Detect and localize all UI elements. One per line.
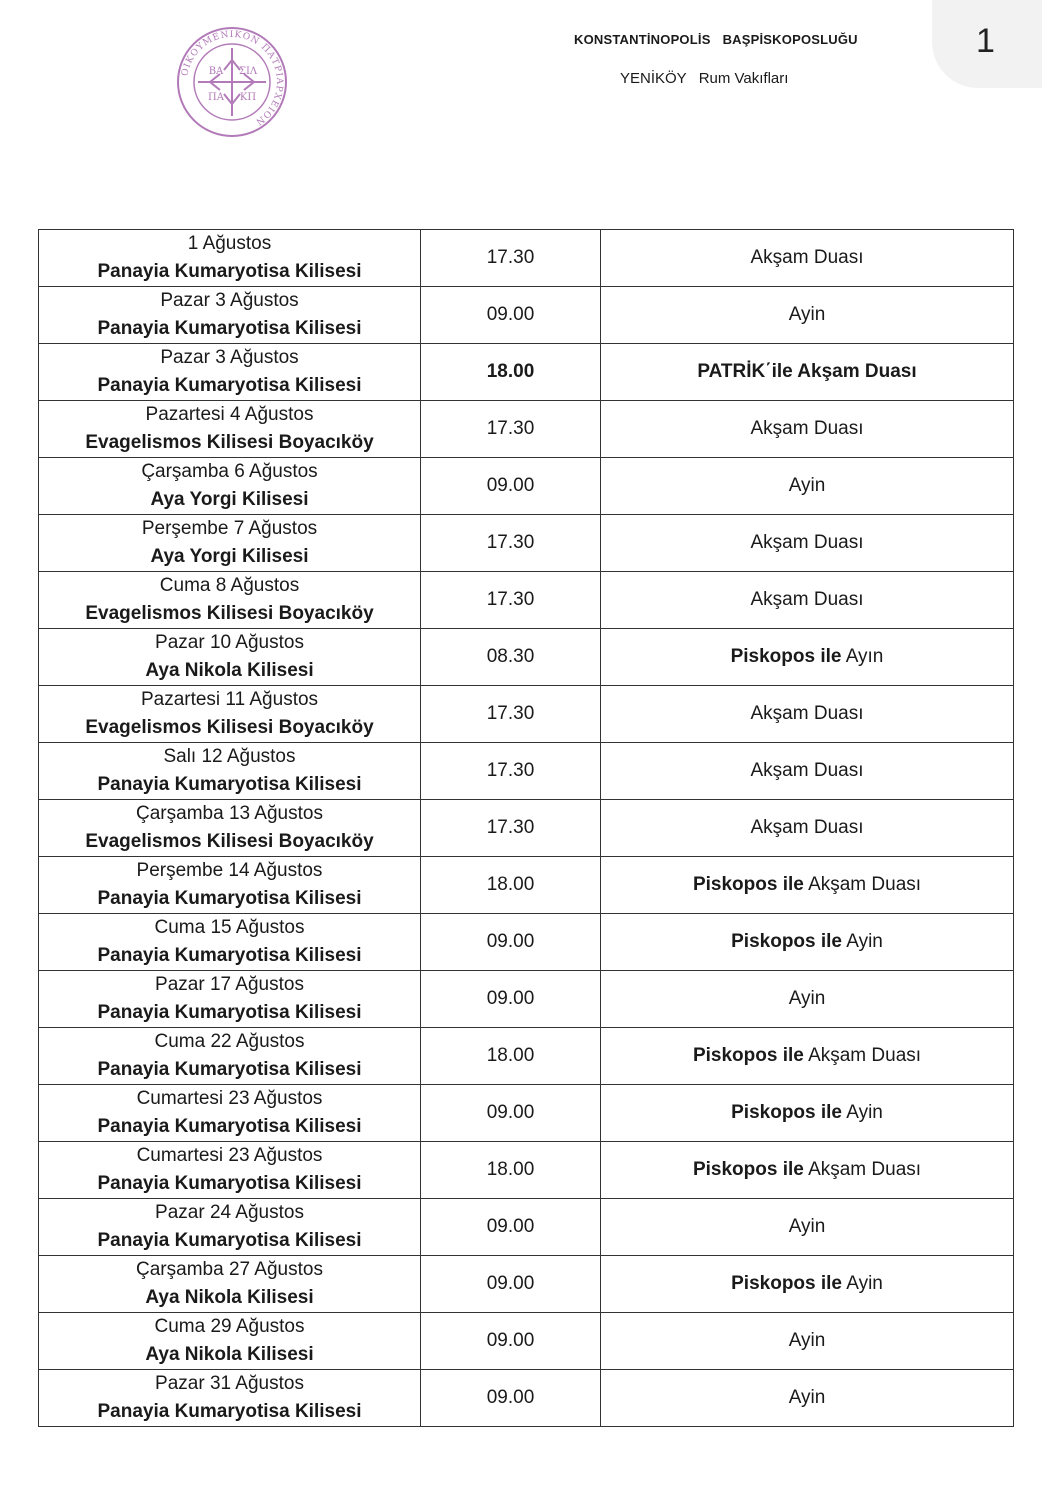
table-row xyxy=(39,1085,1014,1142)
service-officiant: Piskopos ile xyxy=(731,1102,842,1123)
service-time: 09.00 xyxy=(486,1330,535,1351)
church-name: Panayia Kumaryotisa Kilisesi xyxy=(97,261,362,282)
church-name: Evagelismos Kilisesi Boyacıköy xyxy=(85,831,374,852)
service-officiant: Piskopos ile xyxy=(692,874,804,895)
church-name: Panayia Kumaryotisa Kilisesi xyxy=(97,1401,362,1422)
date-cell xyxy=(39,1085,421,1142)
date-cell xyxy=(39,230,421,287)
service-cell xyxy=(601,344,1014,401)
service-time: 09.00 xyxy=(486,988,535,1009)
table-row xyxy=(39,971,1014,1028)
service-time: 17.30 xyxy=(486,247,535,268)
table-row xyxy=(39,800,1014,857)
service-cell xyxy=(601,686,1014,743)
service-cell xyxy=(601,1313,1014,1370)
service-cell xyxy=(601,971,1014,1028)
service-type: Akşam Duası xyxy=(808,874,922,895)
service-type: Akşam Duası xyxy=(808,1045,922,1066)
service-type: Ayin xyxy=(788,1387,826,1408)
church-name: Evagelismos Kilisesi Boyacıköy xyxy=(85,603,374,624)
church-name: Panayia Kumaryotisa Kilisesi xyxy=(97,774,362,795)
service-type: Ayin xyxy=(846,931,883,952)
service-time: 17.30 xyxy=(486,532,535,553)
service-date: 1 Ağustos xyxy=(187,233,272,254)
service-date: Çarşamba 6 Ağustos xyxy=(141,461,318,482)
time-cell xyxy=(421,401,601,458)
table-row xyxy=(39,914,1014,971)
date-cell xyxy=(39,686,421,743)
time-cell xyxy=(421,1028,601,1085)
service-date: Pazar 3 Ağustos xyxy=(160,347,299,368)
header-organization xyxy=(574,32,858,47)
service-type: Ayin xyxy=(788,1216,826,1237)
service-time: 18.00 xyxy=(486,1159,535,1180)
seal-ring-text: ΟΙΚΟΥΜΕΝΙΚΟΝ ΠΑΤΡΙΑΡΧΕΙΟΝ xyxy=(180,29,285,127)
service-date: Pazar 24 Ağustos xyxy=(155,1202,304,1223)
date-cell xyxy=(39,344,421,401)
service-date: Cuma 22 Ağustos xyxy=(154,1031,305,1052)
service-cell xyxy=(601,800,1014,857)
service-cell xyxy=(601,1085,1014,1142)
service-cell xyxy=(601,458,1014,515)
date-cell xyxy=(39,971,421,1028)
time-cell xyxy=(421,1085,601,1142)
service-date: Cumartesi 23 Ağustos xyxy=(136,1145,323,1166)
table-row xyxy=(39,515,1014,572)
service-cell xyxy=(601,1199,1014,1256)
service-time: 09.00 xyxy=(486,1216,535,1237)
date-cell xyxy=(39,914,421,971)
service-type: Akşam Duası xyxy=(808,1159,922,1180)
church-name: Panayia Kumaryotisa Kilisesi xyxy=(97,1116,362,1137)
service-type: Ayin xyxy=(788,304,826,325)
table-row xyxy=(39,1256,1014,1313)
service-time: 17.30 xyxy=(486,817,535,838)
service-cell xyxy=(601,629,1014,686)
church-name: Aya Nikola Kilisesi xyxy=(145,660,314,681)
service-date: Cuma 8 Ağustos xyxy=(159,575,300,596)
service-cell xyxy=(601,914,1014,971)
time-cell xyxy=(421,287,601,344)
service-time: 17.30 xyxy=(486,418,535,439)
service-date: Pazar 10 Ağustos xyxy=(155,632,304,653)
service-cell xyxy=(601,287,1014,344)
time-cell xyxy=(421,857,601,914)
church-name: Panayia Kumaryotisa Kilisesi xyxy=(97,318,362,339)
header-sub-word2: Rum Vakıfları xyxy=(698,70,789,87)
service-date: Pazar 3 Ağustos xyxy=(160,290,299,311)
church-name: Panayia Kumaryotisa Kilisesi xyxy=(97,375,362,396)
service-type: Akşam Duası xyxy=(750,589,864,610)
church-name: Panayia Kumaryotisa Kilisesi xyxy=(97,1173,362,1194)
service-type: Akşam Duası xyxy=(750,532,864,553)
service-cell xyxy=(601,1142,1014,1199)
table-row xyxy=(39,1370,1014,1427)
time-cell xyxy=(421,800,601,857)
service-date: Cuma 15 Ağustos xyxy=(154,917,305,938)
service-cell xyxy=(601,1028,1014,1085)
church-name: Aya Nikola Kilisesi xyxy=(145,1344,314,1365)
table-row xyxy=(39,572,1014,629)
service-type: Ayin xyxy=(846,1102,883,1123)
date-cell xyxy=(39,458,421,515)
time-cell xyxy=(421,1142,601,1199)
date-cell xyxy=(39,1199,421,1256)
time-cell xyxy=(421,572,601,629)
service-date: Çarşamba 13 Ağustos xyxy=(136,803,323,824)
table-row xyxy=(39,1199,1014,1256)
service-type: Ayin xyxy=(846,1273,883,1294)
table-row xyxy=(39,686,1014,743)
church-name: Panayia Kumaryotisa Kilisesi xyxy=(97,1002,362,1023)
table-row xyxy=(39,287,1014,344)
service-time: 09.00 xyxy=(486,931,535,952)
service-date: Perşembe 7 Ağustos xyxy=(141,518,318,539)
header-org-word1: KONSTANTİNOPOLİS xyxy=(574,32,711,47)
time-cell xyxy=(421,230,601,287)
church-name: Panayia Kumaryotisa Kilisesi xyxy=(97,945,362,966)
table-row xyxy=(39,857,1014,914)
seal-monogram-1: ΒΑ xyxy=(208,66,224,77)
service-officiant: Piskopos ile xyxy=(692,1159,804,1180)
church-name: Aya Nikola Kilisesi xyxy=(145,1287,314,1308)
service-time: 18.00 xyxy=(486,1045,535,1066)
patriarchate-seal-icon xyxy=(176,26,288,138)
service-time: 09.00 xyxy=(486,475,535,496)
page-number: 1 xyxy=(976,22,995,60)
date-cell xyxy=(39,857,421,914)
seal-monogram-3: ΠΑ xyxy=(208,92,224,103)
service-type: Akşam Duası xyxy=(750,418,864,439)
table-row xyxy=(39,230,1014,287)
service-officiant: Piskopos ile xyxy=(730,646,842,667)
seal-monogram-4: ΚΠ xyxy=(239,92,257,103)
time-cell xyxy=(421,1313,601,1370)
service-time: 17.30 xyxy=(486,703,535,724)
table-row xyxy=(39,344,1014,401)
service-type: Akşam Duası xyxy=(750,703,864,724)
service-time: 08.30 xyxy=(486,646,535,667)
date-cell xyxy=(39,572,421,629)
date-cell xyxy=(39,1370,421,1427)
date-cell xyxy=(39,515,421,572)
service-type: Ayın xyxy=(845,646,884,667)
service-time: 18.00 xyxy=(486,874,535,895)
service-cell xyxy=(601,572,1014,629)
service-date: Pazartesi 4 Ağustos xyxy=(145,404,314,425)
service-cell xyxy=(601,401,1014,458)
time-cell xyxy=(421,458,601,515)
service-date: Pazar 31 Ağustos xyxy=(155,1373,304,1394)
service-type: Ayin xyxy=(788,1330,826,1351)
time-cell xyxy=(421,914,601,971)
service-time: 17.30 xyxy=(486,589,535,610)
date-cell xyxy=(39,1142,421,1199)
header-subtitle xyxy=(620,70,788,87)
service-date: Pazar 17 Ağustos xyxy=(155,974,304,995)
service-officiant: PATRİK΄ile Akşam Duası xyxy=(697,361,917,382)
service-cell xyxy=(601,1370,1014,1427)
time-cell xyxy=(421,1256,601,1313)
time-cell xyxy=(421,971,601,1028)
date-cell xyxy=(39,800,421,857)
service-type: Akşam Duası xyxy=(750,760,864,781)
table-row xyxy=(39,629,1014,686)
service-officiant: Piskopos ile xyxy=(692,1045,804,1066)
church-name: Panayia Kumaryotisa Kilisesi xyxy=(97,888,362,909)
service-date: Salı 12 Ağustos xyxy=(163,746,296,767)
church-name: Evagelismos Kilisesi Boyacıköy xyxy=(85,432,374,453)
table-row xyxy=(39,401,1014,458)
service-cell xyxy=(601,230,1014,287)
service-cell xyxy=(601,1256,1014,1313)
service-type: Akşam Duası xyxy=(750,247,864,268)
service-date: Çarşamba 27 Ağustos xyxy=(136,1259,323,1280)
table-row xyxy=(39,1313,1014,1370)
seal-monogram-2: ΣΙΛ xyxy=(238,66,258,77)
date-cell xyxy=(39,1313,421,1370)
service-time: 09.00 xyxy=(486,1102,535,1123)
service-time: 17.30 xyxy=(486,760,535,781)
service-time: 09.00 xyxy=(486,1387,535,1408)
church-name: Aya Yorgi Kilisesi xyxy=(150,546,309,567)
church-name: Panayia Kumaryotisa Kilisesi xyxy=(97,1059,362,1080)
service-date: Cuma 29 Ağustos xyxy=(154,1316,305,1337)
service-cell xyxy=(601,743,1014,800)
time-cell xyxy=(421,1370,601,1427)
table-row xyxy=(39,743,1014,800)
service-date: Perşembe 14 Ağustos xyxy=(136,860,323,881)
time-cell xyxy=(421,686,601,743)
church-name: Evagelismos Kilisesi Boyacıköy xyxy=(85,717,374,738)
service-officiant: Piskopos ile xyxy=(731,1273,842,1294)
church-name: Panayia Kumaryotisa Kilisesi xyxy=(97,1230,362,1251)
church-name: Aya Yorgi Kilisesi xyxy=(150,489,309,510)
schedule-table xyxy=(38,229,1014,1427)
service-time: 18.00 xyxy=(486,361,535,382)
time-cell xyxy=(421,515,601,572)
table-row xyxy=(39,1142,1014,1199)
time-cell xyxy=(421,743,601,800)
service-cell xyxy=(601,857,1014,914)
service-type: Ayin xyxy=(788,988,826,1009)
service-time: 09.00 xyxy=(486,1273,535,1294)
service-date: Cumartesi 23 Ağustos xyxy=(136,1088,323,1109)
time-cell xyxy=(421,1199,601,1256)
date-cell xyxy=(39,1256,421,1313)
service-date: Pazartesi 11 Ağustos xyxy=(140,689,319,710)
service-type: Akşam Duası xyxy=(750,817,864,838)
service-cell xyxy=(601,515,1014,572)
table-row xyxy=(39,458,1014,515)
service-time: 09.00 xyxy=(486,304,535,325)
date-cell xyxy=(39,743,421,800)
header-sub-word1: YENİKÖY xyxy=(620,70,687,87)
service-officiant: Piskopos ile xyxy=(731,931,842,952)
date-cell xyxy=(39,629,421,686)
header-org-word2: BAŞPİSKOPOSLUĞU xyxy=(722,32,858,47)
table-row xyxy=(39,1028,1014,1085)
time-cell xyxy=(421,344,601,401)
time-cell xyxy=(421,629,601,686)
date-cell xyxy=(39,1028,421,1085)
service-type: Ayin xyxy=(788,475,826,496)
date-cell xyxy=(39,401,421,458)
date-cell xyxy=(39,287,421,344)
